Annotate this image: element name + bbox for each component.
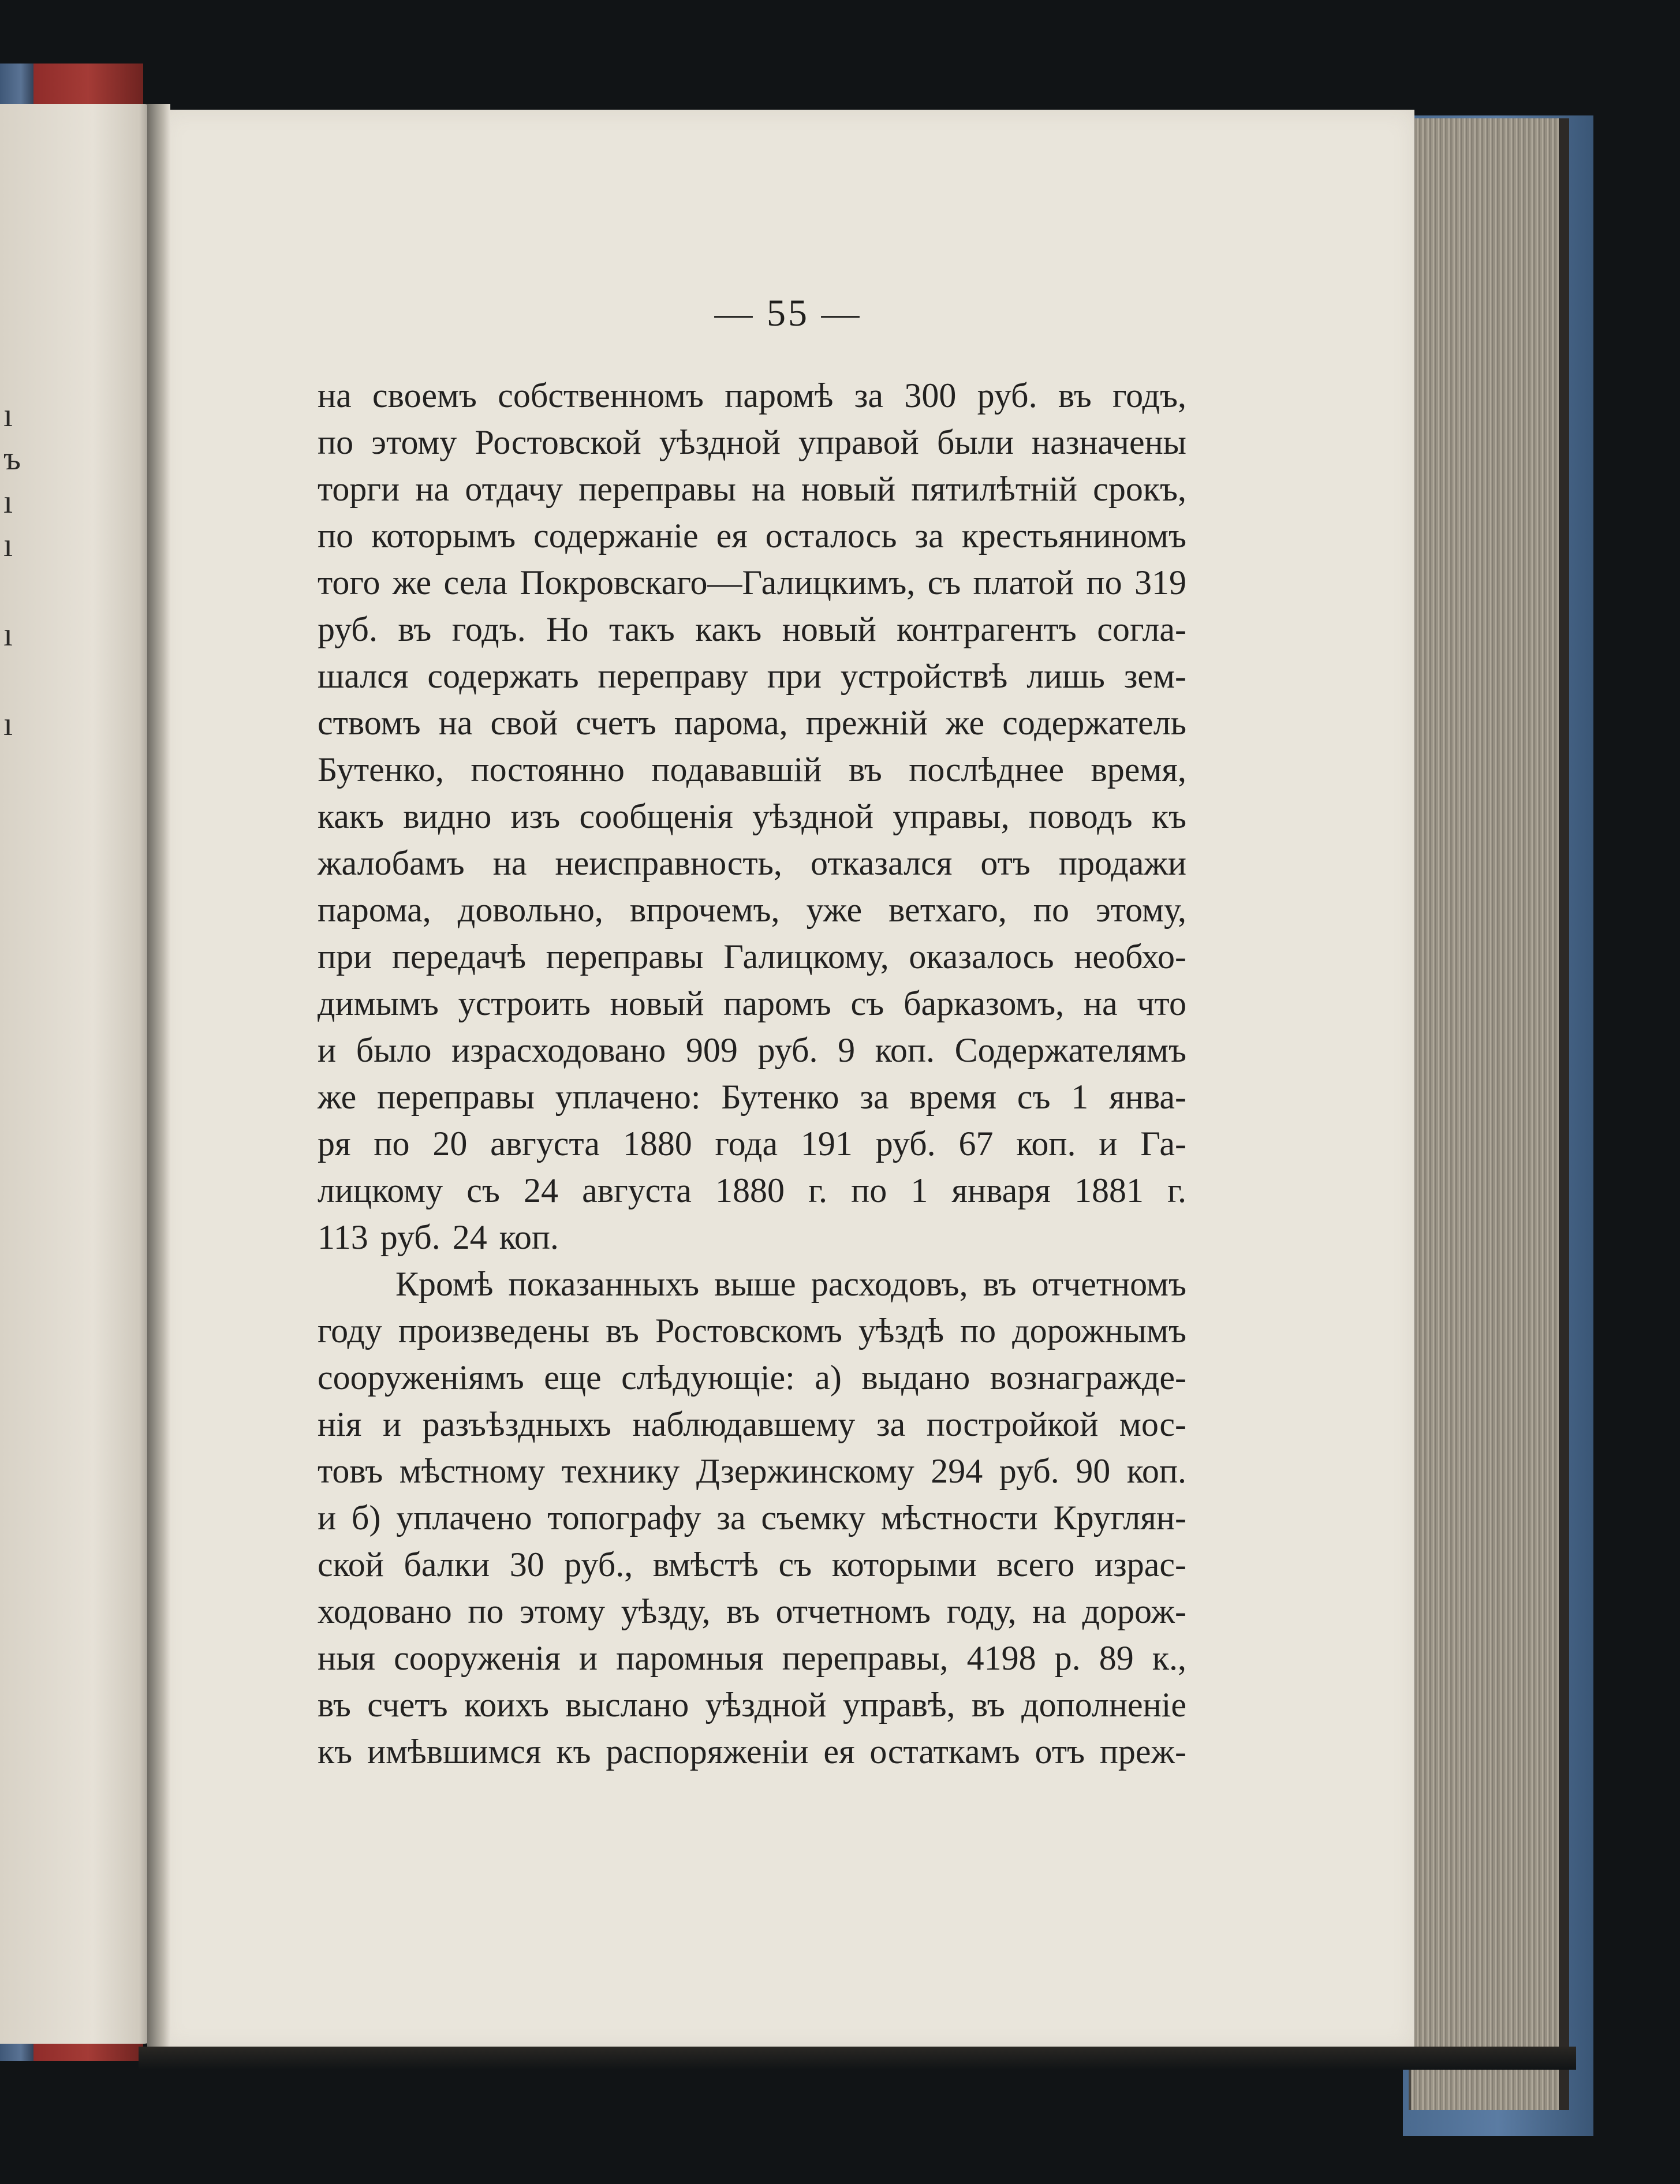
text-line: ходовано по этому уѣзду, въ отчетномъ году, на дорож- — [318, 1592, 1186, 1630]
text-line: 113 руб. 24 коп. — [318, 1218, 559, 1256]
text-line: сооруженіямъ еще слѣдующіе: а) выдано вознагражде- — [318, 1358, 1186, 1397]
text-line: году произведены въ Ростовскомъ уѣздѣ по дорожнымъ — [318, 1312, 1186, 1350]
text-line: товъ мѣстному технику Дзержинскому 294 руб. 90 коп. — [318, 1452, 1186, 1490]
bottom-shadow — [139, 2047, 1576, 2070]
text-line: шался содержать переправу при устройствѣ лишь зем- — [318, 657, 1186, 695]
page-text — [318, 372, 1186, 1775]
text-line: же переправы уплачено: Бутенко за время съ 1 янва- — [318, 1078, 1186, 1116]
text-line: къ имѣвшимся къ распоряженіи ея остаткамъ отъ преж- — [318, 1733, 1186, 1771]
text-line: въ счетъ коихъ выслано уѣздной управѣ, въ дополненіе — [318, 1686, 1186, 1724]
page-gutter — [147, 104, 170, 2049]
text-line: Кромѣ показанныхъ выше расходовъ, въ отчетномъ — [395, 1265, 1186, 1303]
text-line: по которымъ содержаніе ея осталось за крестьяниномъ — [318, 517, 1186, 555]
book-page — [162, 110, 1414, 2049]
text-line: лицкому съ 24 августа 1880 г. по 1 января 1881 г. — [318, 1171, 1186, 1209]
left-page-fragment: ı — [3, 483, 13, 520]
text-line: Бутенко, постоянно подававшій въ послѣднее время, — [318, 751, 1186, 789]
text-line: и было израсходовано 909 руб. 9 коп. Содержателямъ — [318, 1031, 1186, 1069]
text-line: ской балки 30 руб., вмѣстѣ съ которыми всего израс- — [318, 1545, 1186, 1584]
text-line: парома, довольно, впрочемъ, уже ветхаго, по этому, — [318, 891, 1186, 929]
text-line: ныя сооруженія и паромныя переправы, 4198 р. 89 к., — [318, 1639, 1186, 1677]
text-line: по этому Ростовской уѣздной управой были назначены — [318, 423, 1186, 461]
left-page-fragment: ı — [3, 615, 13, 653]
text-line: ря по 20 августа 1880 года 191 руб. 67 коп. и Га- — [318, 1125, 1186, 1163]
text-line: торги на отдачу переправы на новый пятилѣтній срокъ, — [318, 470, 1186, 508]
left-page-fragment: ı — [3, 396, 13, 434]
page-stack — [1409, 118, 1567, 2110]
left-page-fragment: ı — [3, 526, 13, 563]
text-line: и б) уплачено топографу за съемку мѣстности Круглян- — [318, 1499, 1186, 1537]
text-line: того же села Покровскаго—Галицкимъ, съ платой по 319 — [318, 563, 1186, 602]
text-line: нія и разъѣздныхъ наблюдавшему за постройкой мос- — [318, 1405, 1186, 1443]
page-number: — 55 — — [714, 292, 862, 334]
text-line: на своемъ собственномъ паромѣ за 300 руб. въ годъ, — [318, 376, 1186, 415]
text-line: руб. въ годъ. Но такъ какъ новый контрагентъ согла- — [318, 610, 1186, 648]
left-page-fragment: ı — [3, 705, 13, 742]
text-line: при передачѣ переправы Галицкому, оказалось необхо- — [318, 938, 1186, 976]
text-line: ствомъ на свой счетъ парома, прежній же содержатель — [318, 704, 1186, 742]
text-line: димымъ устроить новый паромъ съ барказомъ, на что — [318, 984, 1186, 1022]
left-page-fragment: ъ — [3, 439, 21, 477]
left-page-edge — [0, 104, 155, 2044]
text-line: жалобамъ на неисправность, отказался отъ продажи — [318, 844, 1186, 882]
page-stack-edge — [1559, 118, 1569, 2110]
text-line: какъ видно изъ сообщенія уѣздной управы, поводъ къ — [318, 797, 1186, 835]
